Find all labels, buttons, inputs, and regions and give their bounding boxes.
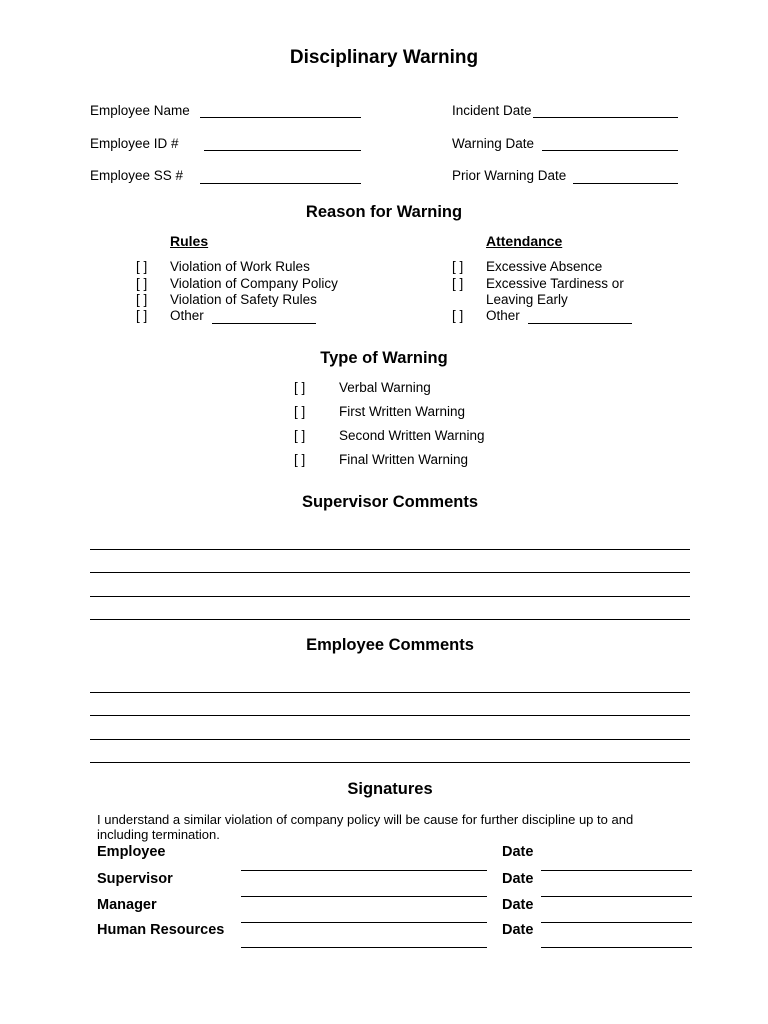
checkbox[interactable]: [ ] (294, 428, 306, 443)
supervisor-comment-line[interactable] (90, 572, 690, 573)
employee-comment-line[interactable] (90, 715, 690, 716)
warning-type-item: Verbal Warning (339, 380, 431, 395)
rules-item: Violation of Company Policy (170, 276, 338, 291)
employee-date-field[interactable] (541, 870, 692, 871)
employee-comment-line[interactable] (90, 692, 690, 693)
warning-type-item: Final Written Warning (339, 452, 469, 467)
attendance-other-field[interactable] (528, 323, 632, 324)
checkbox[interactable]: [ ] (294, 380, 306, 395)
employee-signature-label: Employee (97, 844, 166, 860)
checkbox[interactable]: [ ] (294, 404, 306, 419)
date-label: Date (502, 871, 534, 887)
attendance-item: Excessive Tardiness or (486, 276, 624, 291)
rules-heading: Rules (170, 233, 209, 249)
checkbox[interactable]: [ ] (136, 276, 148, 291)
signatures-heading: Signatures (347, 780, 433, 798)
manager-date-field[interactable] (541, 922, 692, 923)
supervisor-date-field[interactable] (541, 896, 692, 897)
employee-ss-field[interactable] (200, 183, 361, 184)
incident-date-field[interactable] (533, 117, 678, 118)
rules-other-field[interactable] (212, 323, 316, 324)
prior-warning-date-field[interactable] (573, 183, 678, 184)
supervisor-comment-line[interactable] (90, 619, 690, 620)
manager-signature-field[interactable] (241, 922, 487, 923)
prior-warning-date-label: Prior Warning Date (452, 168, 567, 183)
manager-signature-label: Manager (97, 897, 157, 913)
type-of-warning-heading: Type of Warning (320, 349, 448, 367)
employee-comment-line[interactable] (90, 762, 690, 763)
supervisor-comment-line[interactable] (90, 549, 690, 550)
employee-ss-label: Employee SS # (90, 168, 184, 183)
employee-signature-field[interactable] (241, 870, 487, 871)
incident-date-label: Incident Date (452, 103, 532, 118)
checkbox[interactable]: [ ] (136, 259, 148, 274)
employee-comments-heading: Employee Comments (306, 636, 474, 654)
supervisor-signature-field[interactable] (241, 896, 487, 897)
attendance-item: Excessive Absence (486, 259, 603, 274)
date-label: Date (502, 897, 534, 913)
warning-type-item: First Written Warning (339, 404, 466, 419)
hr-signature-field[interactable] (241, 947, 487, 948)
warning-type-item: Second Written Warning (339, 428, 485, 443)
checkbox[interactable]: [ ] (452, 276, 464, 291)
supervisor-signature-label: Supervisor (97, 871, 173, 887)
supervisor-comment-line[interactable] (90, 596, 690, 597)
rules-item: Other (170, 308, 204, 323)
checkbox[interactable]: [ ] (452, 308, 464, 323)
date-label: Date (502, 922, 534, 938)
attendance-item: Other (486, 308, 520, 323)
hr-signature-label: Human Resources (97, 922, 225, 938)
warning-date-label: Warning Date (452, 136, 535, 151)
checkbox[interactable]: [ ] (136, 308, 148, 323)
form-title: Disciplinary Warning (289, 47, 479, 68)
checkbox[interactable]: [ ] (136, 292, 148, 307)
employee-name-label: Employee Name (90, 103, 190, 118)
checkbox[interactable]: [ ] (452, 259, 464, 274)
rules-item: Violation of Work Rules (170, 259, 310, 274)
warning-date-field[interactable] (542, 150, 678, 151)
hr-date-field[interactable] (541, 947, 692, 948)
employee-id-label: Employee ID # (90, 136, 179, 151)
date-label: Date (502, 844, 534, 860)
acknowledgement-statement: I understand a similar violation of company policy will be cause for further discipline up to and including termination. (97, 812, 634, 842)
rules-item: Violation of Safety Rules (170, 292, 317, 307)
employee-comment-line[interactable] (90, 739, 690, 740)
supervisor-comments-heading: Supervisor Comments (301, 493, 479, 511)
employee-id-field[interactable] (204, 150, 361, 151)
attendance-item: Leaving Early (486, 292, 568, 307)
checkbox[interactable]: [ ] (294, 452, 306, 467)
employee-name-field[interactable] (200, 117, 361, 118)
attendance-heading: Attendance (486, 233, 563, 249)
reason-heading: Reason for Warning (305, 203, 463, 221)
